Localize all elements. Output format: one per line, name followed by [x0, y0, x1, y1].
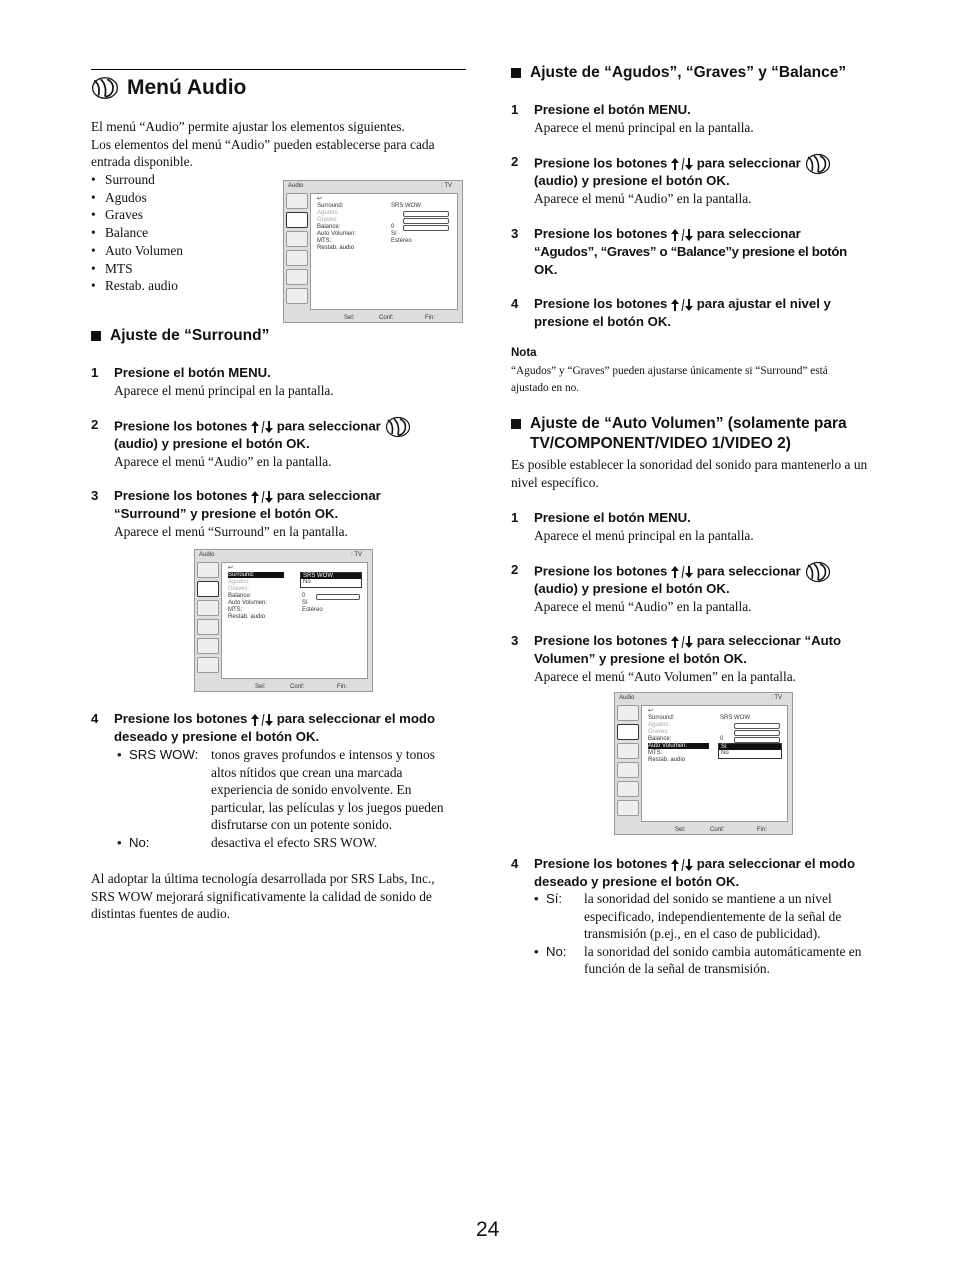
- step-text: Aparece el menú “Audio” en la pantalla.: [534, 191, 752, 206]
- paragraph-line: distintas fuentes de audio.: [91, 906, 231, 922]
- screen-source: : TV: [771, 695, 782, 701]
- audio-icon: [617, 724, 639, 740]
- step-title: Presione los botones: [534, 563, 668, 579]
- autovol-intro: [511, 456, 901, 491]
- option-label: No:: [545, 944, 567, 959]
- screen-panel: [221, 562, 368, 679]
- option-text: disfrutarse con un potente sonido.: [211, 817, 393, 833]
- paragraph-line: nivel específico.: [511, 474, 599, 490]
- popup-option: No: [721, 750, 729, 756]
- screen-icon: [617, 743, 639, 759]
- step-title: Volumen” y presione el botón OK.: [534, 651, 747, 666]
- section-heading-surround: [91, 326, 269, 346]
- step-title: Presione los botones: [534, 226, 668, 241]
- screen-sidebar: [197, 562, 219, 679]
- option-text: experiencia de sonido envolvente. En: [211, 782, 412, 798]
- step-number: 3: [91, 488, 99, 503]
- menu-row: Graves:: [228, 586, 250, 592]
- step-title: Presione los botones: [534, 296, 668, 311]
- option-si-no: • Sí: la sonoridad del sonido se mantiene a un nivel especificado, independientemente de la señal de transmisión (p.ej., en el caso de publicidad). la sonoridad del sonido cambia automáticamente en función de la señal de transmisión. • No:: [534, 890, 904, 990]
- step: [511, 632, 891, 692]
- step-title: para seleccionar “Auto: [696, 633, 842, 648]
- step-title: Presione los botones: [114, 488, 248, 503]
- return-icon: ↩: [317, 196, 323, 202]
- step-title: OK.: [534, 262, 558, 277]
- step-title: para seleccionar: [696, 226, 801, 241]
- step-text: Aparece el menú “Audio” en la pantalla.: [534, 599, 752, 614]
- step-title: para seleccionar el modo: [276, 711, 436, 726]
- menu-value: SRS WOW: [720, 715, 750, 721]
- list-item: • Restab. audio: [91, 277, 183, 295]
- audio-icon: [805, 561, 831, 583]
- step: [511, 509, 891, 549]
- square-bullet-icon: [511, 419, 521, 429]
- screen-panel: [310, 193, 458, 310]
- page-title-text: Menú Audio: [127, 76, 247, 99]
- screen-header: Audio: [288, 183, 304, 189]
- channel-icon: [617, 762, 639, 778]
- srs-paragraph: [91, 870, 471, 923]
- step-title: Presione los botones: [534, 856, 668, 871]
- up-down-arrows-icon: [251, 420, 273, 434]
- list-item: • Graves: [91, 206, 183, 224]
- note-line: ajustado en no.: [511, 381, 580, 394]
- menu-row: Agudos:: [317, 210, 340, 216]
- screen-source: : TV: [351, 552, 362, 558]
- step-number: 4: [511, 296, 519, 311]
- option-text: particular, las películas y los juegos pueden: [211, 799, 444, 815]
- step: [511, 101, 891, 141]
- list-item: • Surround: [91, 171, 183, 189]
- step-title: para ajustar el nivel y: [696, 296, 831, 311]
- step-title: para seleccionar: [696, 563, 801, 579]
- heading-text: TV/COMPONENT/VIDEO 1/VIDEO 2): [530, 435, 791, 452]
- step-text: Aparece el menú principal en la pantalla.: [534, 528, 754, 543]
- screen-header: Audio: [199, 552, 215, 558]
- option-text: la sonoridad del sonido se mantiene a un nivel: [584, 891, 832, 906]
- title-rule: [91, 69, 466, 70]
- note-text: [511, 363, 891, 396]
- step: [91, 416, 471, 476]
- step-title: (audio) y presione el botón OK.: [534, 173, 730, 188]
- step-title: Presione el botón MENU.: [534, 102, 691, 117]
- heading-text: Ajuste de “Auto Volumen” (solamente para: [530, 415, 847, 432]
- parent-icon: [286, 269, 308, 285]
- level-bar: [734, 723, 780, 729]
- footer-label: Sel:: [344, 315, 355, 321]
- menu-row: Agudos:: [648, 722, 671, 728]
- popup-option: Sí: [719, 744, 781, 750]
- menu-row: Surround:: [648, 715, 675, 721]
- setup-icon: [197, 657, 219, 673]
- parent-icon: [197, 638, 219, 654]
- step-number: 4: [91, 711, 99, 726]
- heading-text: Ajuste de “Surround”: [110, 327, 270, 344]
- list-item: • Auto Volumen: [91, 242, 183, 260]
- step-number: 1: [511, 102, 519, 117]
- step-title: (audio) y presione el botón OK.: [114, 436, 310, 451]
- screen-header: Audio: [619, 695, 635, 701]
- option-text: función de la señal de transmisión.: [584, 961, 770, 977]
- step-text: Aparece el menú “Surround” en la pantalla.: [114, 524, 348, 539]
- menu-row: Balance:: [228, 593, 252, 599]
- section-heading-autovol: [511, 414, 901, 454]
- up-down-arrows-icon: [251, 490, 273, 504]
- menu-row-selected: Surround:: [228, 572, 284, 578]
- intro-text: [91, 118, 435, 171]
- menu-value: 0: [720, 736, 724, 742]
- setup-icon: [617, 800, 639, 816]
- note-heading: Nota: [511, 347, 537, 359]
- parent-icon: [617, 781, 639, 797]
- menu-value: 0: [302, 593, 306, 599]
- step-title: Presione el botón MENU.: [534, 510, 691, 525]
- surround-menu-screenshot: [194, 549, 373, 692]
- option-text: especificado, independientemente de la señal de: [584, 908, 842, 924]
- step-number: 2: [91, 417, 99, 432]
- footer-label: Sel:: [675, 827, 686, 833]
- step: [511, 855, 901, 895]
- step: [91, 364, 471, 404]
- audio-icon: [805, 153, 831, 175]
- menu-row: Balance:: [317, 224, 341, 230]
- step-title: para seleccionar el modo: [696, 856, 856, 871]
- screen-sidebar: [617, 705, 639, 822]
- option-text: desactiva el efecto SRS WOW.: [211, 834, 378, 850]
- menu-row: Restab. audio: [228, 614, 266, 620]
- up-down-arrows-icon: [671, 228, 693, 242]
- step-number: 3: [511, 633, 519, 648]
- menu-value: Estéreo: [391, 238, 412, 244]
- option-text: la sonoridad del sonido cambia automáticamente en: [584, 943, 862, 959]
- menu-row: Auto Volumen:: [317, 231, 357, 237]
- level-bar: [734, 730, 780, 736]
- level-bar: [403, 211, 449, 217]
- step-text: Aparece el menú principal en la pantalla.: [114, 383, 334, 398]
- screen-sidebar: [286, 193, 308, 310]
- picture-icon: [197, 562, 219, 578]
- step: [511, 153, 891, 213]
- screen-icon: [197, 600, 219, 616]
- channel-icon: [286, 250, 308, 266]
- option-text: tonos graves profundos e intensos y tonos: [211, 747, 435, 762]
- step-title: presione el botón OK.: [534, 314, 672, 329]
- list-item: • MTS: [91, 260, 183, 278]
- picture-icon: [617, 705, 639, 721]
- heading-text: Ajuste de “Agudos”, “Graves” y “Balance”: [530, 64, 847, 81]
- footer-label: Conf:: [290, 684, 305, 690]
- step-number: 1: [511, 510, 519, 525]
- return-icon: ↩: [648, 708, 654, 714]
- square-bullet-icon: [91, 331, 101, 341]
- menu-row: Surround:: [317, 203, 344, 209]
- step: [91, 487, 471, 547]
- return-icon: ↩: [228, 565, 234, 571]
- menu-row: Restab. audio: [648, 757, 686, 763]
- step-number: 1: [91, 365, 99, 380]
- screen-source: : TV: [441, 183, 452, 189]
- up-down-arrows-icon: [671, 635, 693, 649]
- step-number: 2: [511, 562, 519, 577]
- step: [91, 710, 471, 750]
- audio-icon: [385, 416, 411, 438]
- paragraph-line: Es posible establecer la sonoridad del sonido para mantenerlo a un: [511, 457, 868, 472]
- level-bar: [403, 218, 449, 224]
- level-bar: [316, 594, 360, 600]
- step: [511, 295, 891, 335]
- square-bullet-icon: [511, 68, 521, 78]
- audio-menu-screenshot: [283, 180, 463, 323]
- step-title: para seleccionar: [276, 418, 381, 434]
- option-label: SRS WOW:: [128, 747, 199, 762]
- step-title: “Agudos”, “Graves” o “Balance”y presione el botón: [534, 244, 847, 259]
- section-heading-agudos: [511, 63, 846, 83]
- setup-icon: [286, 288, 308, 304]
- footer-label: Fin:: [337, 684, 348, 690]
- popup-option: No: [303, 579, 311, 585]
- picture-icon: [286, 193, 308, 209]
- autovol-popup: [718, 743, 782, 759]
- note-line: “Agudos” y “Graves” pueden ajustarse únicamente si “Surround” está: [511, 365, 828, 377]
- menu-row: Restab. audio: [317, 245, 355, 251]
- up-down-arrows-icon: [671, 565, 693, 579]
- autovol-menu-screenshot: [614, 692, 793, 835]
- menu-row: Graves:: [317, 217, 339, 223]
- step-number: 3: [511, 226, 519, 241]
- option-text: transmisión (p.ej., en el caso de publicidad).: [584, 926, 821, 942]
- menu-value: 0: [391, 224, 395, 230]
- list-item: • Balance: [91, 224, 183, 242]
- option-label: No:: [128, 835, 150, 850]
- popup-option: SRS WOW: [301, 573, 361, 579]
- menu-value: SRS WOW: [391, 203, 421, 209]
- step: [511, 225, 891, 285]
- menu-value: Sí: [302, 600, 308, 606]
- surround-popup: [300, 572, 362, 588]
- menu-row: MTS:: [317, 238, 332, 244]
- option-label: Sí:: [545, 891, 563, 906]
- step-title: deseado y presione el botón OK.: [534, 874, 740, 889]
- up-down-arrows-icon: [671, 298, 693, 312]
- channel-icon: [197, 619, 219, 635]
- paragraph-line: SRS WOW mejorará significativamente la calidad de sonido de: [91, 888, 432, 904]
- menu-row: Graves:: [648, 729, 670, 735]
- page-title: [91, 76, 246, 100]
- page-number: 24: [476, 1218, 500, 1241]
- menu-row: Agudos:: [228, 579, 251, 585]
- menu-row: Auto Volumen:: [228, 600, 268, 606]
- footer-label: Conf:: [710, 827, 725, 833]
- footer-label: Conf:: [379, 315, 394, 321]
- step-title: para seleccionar: [276, 488, 381, 503]
- step-title: Presione los botones: [114, 711, 248, 726]
- menu-row: MTS:: [228, 607, 243, 613]
- menu-value: Sí: [391, 231, 397, 237]
- menu-row: Balance:: [648, 736, 672, 742]
- step-title: Presione los botones: [534, 155, 668, 171]
- option-text: altos nítidos que crean una marcada: [211, 764, 403, 780]
- step-title: Presione el botón MENU.: [114, 365, 271, 380]
- intro-line: entrada disponible.: [91, 154, 193, 170]
- step-text: Aparece el menú “Audio” en la pantalla.: [114, 454, 332, 469]
- menu-row: MTS:: [648, 750, 663, 756]
- audio-icon: [197, 581, 219, 597]
- level-bar: [403, 225, 449, 231]
- step-title: Presione los botones: [114, 418, 248, 434]
- menu-row-selected: Auto Volumen:: [648, 743, 709, 749]
- intro-line: El menú “Audio” permite ajustar los elementos siguientes.: [91, 119, 405, 134]
- step-title: “Surround” y presione el botón OK.: [114, 506, 339, 521]
- audio-icon: [286, 212, 308, 228]
- intro-list: [91, 171, 183, 295]
- step-number: 2: [511, 154, 519, 169]
- paragraph-line: Al adoptar la última tecnología desarrollada por SRS Labs, Inc.,: [91, 871, 435, 886]
- step-title: Presione los botones: [534, 633, 668, 648]
- step-text: Aparece el menú principal en la pantalla.: [534, 120, 754, 135]
- up-down-arrows-icon: [251, 713, 273, 727]
- audio-icon: [91, 76, 119, 100]
- screen-panel: [641, 705, 788, 822]
- step-title: (audio) y presione el botón OK.: [534, 581, 730, 596]
- footer-label: Fin:: [757, 827, 768, 833]
- up-down-arrows-icon: [671, 157, 693, 171]
- step-number: 4: [511, 856, 519, 871]
- step-title: para seleccionar: [696, 155, 801, 171]
- step-text: Aparece el menú “Auto Volumen” en la pantalla.: [534, 669, 797, 684]
- footer-label: Fin:: [425, 315, 436, 321]
- step-title: deseado y presione el botón OK.: [114, 729, 320, 744]
- menu-value: Estéreo: [302, 607, 323, 613]
- step: [511, 561, 891, 621]
- list-item: • Agudos: [91, 189, 183, 207]
- up-down-arrows-icon: [671, 858, 693, 872]
- intro-line: Los elementos del menú “Audio” pueden establecerse para cada: [91, 136, 435, 152]
- screen-icon: [286, 231, 308, 247]
- footer-label: Sel:: [255, 684, 266, 690]
